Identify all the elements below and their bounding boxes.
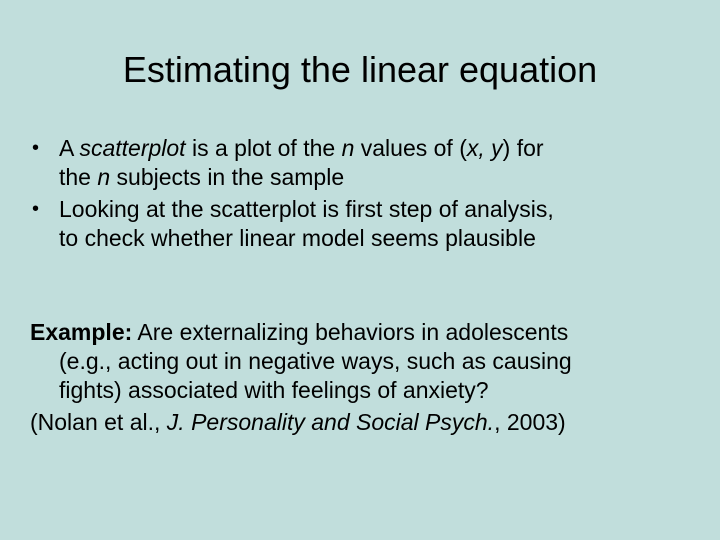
bullet-item-scatterplot-definition [30, 134, 700, 192]
citation-journal: J. Personality and Social Psych. [166, 409, 495, 435]
bullet-dot-icon: • [32, 198, 40, 220]
text-run: values of ( [354, 135, 467, 161]
bullet-list [30, 134, 700, 256]
text-run: is a plot of the [185, 135, 342, 161]
slide-title: Estimating the linear equation [122, 49, 598, 90]
text-run: A [59, 135, 80, 161]
example-paragraph [30, 318, 700, 405]
example-line: (e.g., acting out in negative ways, such as causing [59, 348, 572, 374]
bullet-item-first-step [30, 195, 700, 253]
bullet-line [59, 134, 700, 163]
text-run: subjects in the sample [110, 164, 345, 190]
bullet-dot-icon: • [32, 137, 40, 159]
example-line: fights) associated with feelings of anxiety? [59, 377, 489, 403]
text-run: the [59, 164, 98, 190]
term-n: n [97, 164, 111, 190]
term-scatterplot: scatterplot [79, 135, 186, 161]
bullet-line [59, 163, 700, 192]
citation-year: , 2003) [494, 409, 566, 435]
term-n: n [341, 135, 355, 161]
citation-authors: (Nolan et al., [30, 409, 167, 435]
example-label: Example: [30, 319, 133, 345]
citation [30, 408, 700, 437]
bullet-line: to check whether linear model seems plausible [59, 225, 536, 251]
example-block [30, 318, 700, 437]
bullet-line: Looking at the scatterplot is first step of analysis, [59, 196, 554, 222]
text-run: ) for [502, 135, 544, 161]
example-line: Are externalizing behaviors in adolescents [132, 319, 569, 345]
term-xy: x, y [466, 135, 503, 161]
